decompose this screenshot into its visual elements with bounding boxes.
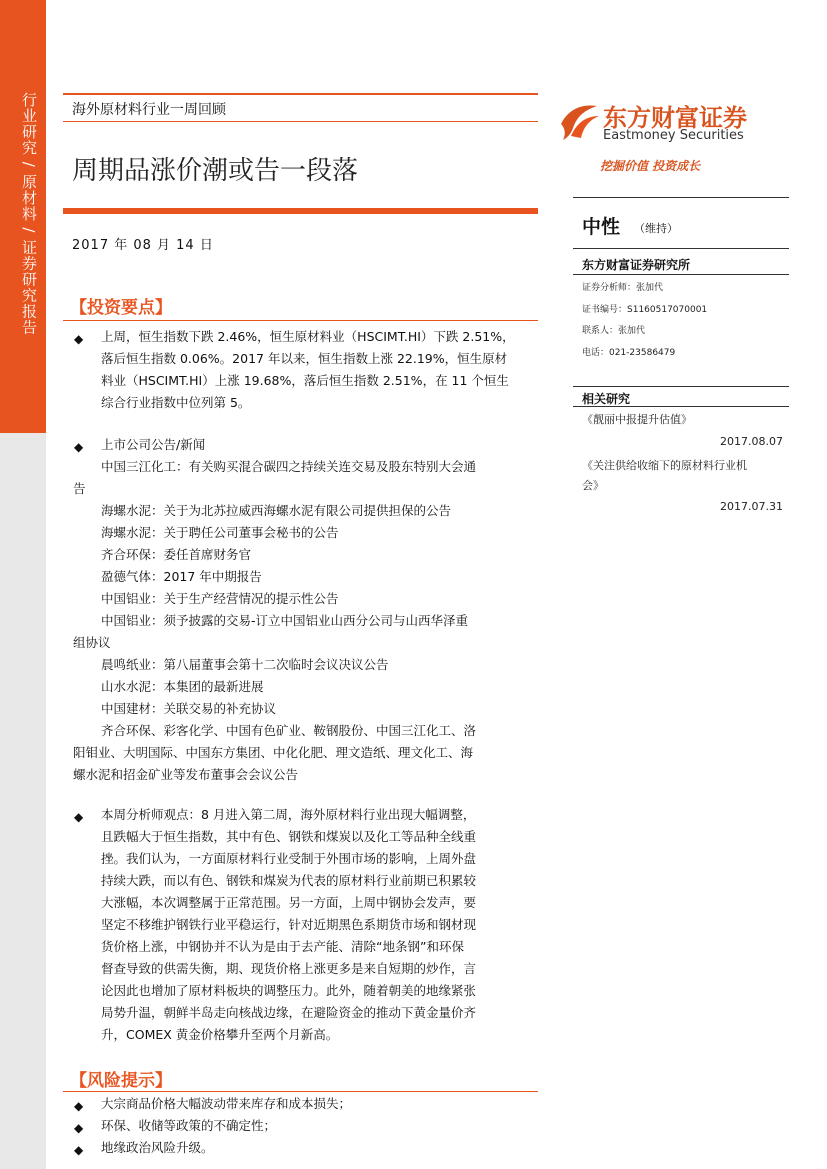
- diamond-bullet-icon: ◆: [74, 810, 84, 824]
- related-date: 2017.07.31: [720, 500, 783, 513]
- invest-heading: 【投资要点】: [70, 298, 172, 318]
- risk-item: 环保、收储等政策的不确定性；: [101, 1118, 277, 1133]
- license: 证书编号：S1160517070001: [582, 305, 708, 315]
- report-sector: 海外原材料行业一周回顾: [72, 102, 226, 118]
- left-sidebar: [0, 0, 46, 1169]
- announcements: 上市公司公告/新闻 中国三江化工：有关购买混合碳四之持续关连交易及股东特别大会通 告 海螺水泥：关于为北苏拉威西海螺水泥有限公司提供担保的公告 海螺水泥：关于聘任公司董事会秘书的公告 齐合环保：委任首席财务官 盈德气体：2017 年中期报告 中国铝业：关于生产经营情况的提示性公告 中国铝业：须予披露的交易-订立中国铝业山西分公司与山西华泽重 组协议 晨鸣纸业：第八届董事会第十二次临时会议决议公告 山水水泥：本集团的最新进展 中国建材：关联交易的补充协议 齐合环保、彩客化学、中国有色矿业、鞍钢股份、中国三江化工、洛 阳钼业、大明国际、中国东方集团、中化化肥、理文造纸、理文化工、海 螺水泥和招金矿业等发布董事会会议公告: [73, 437, 477, 782]
- diamond-bullet-icon: ◆: [74, 332, 84, 346]
- diamond-bullet-icon: ◆: [74, 1121, 84, 1135]
- risk-item: 地缘政治风险升级。: [101, 1140, 214, 1155]
- right-divider: [573, 406, 789, 407]
- right-divider: [573, 274, 789, 275]
- right-divider: [573, 248, 789, 249]
- index-summary: 上周，恒生指数下跌 2.46%，恒生原材料业（HSCIMT.HI）下跌 2.51%， 落后恒生指数 0.06%。2017 年以来，恒生指数上涨 22.19%，恒生原材 料业（HSCIMT.HI）上涨 19.68%，落后恒生指数 2.51%，在 11 个恒生 综合行业指数中位列第 5。: [101, 329, 515, 410]
- analyst-view: 本周分析师观点：8 月进入第二周，海外原材料行业出现大幅调整， 且跌幅大于恒生指数，其中有色、钢铁和煤炭以及化工等品种全线重 挫。我们认为，一方面原材料行业受制于外围市场的影响，上周外盘 持续大跌，而以有色、钢铁和煤炭为代表的原材料行业前期已积累较 大涨幅，本次调整属于正常范围。另一方面，上周中钢协会发声，要 坚定不移维护钢铁行业平稳运行，针对近期黑色系期货市场和钢材现 货价格上涨，中钢协并不认为是由于去产能、清除“地条钢”和环保 督查导致的供需失衡，期、现货价格上涨更多是来自短期的炒作，言 论因此也增加了原材料板块的调整压力。此外，随着朝美的地缘紧张 局势升温，朝鲜半岛走向核战边缘，在避险资金的推动下黄金量价齐 升，COMEX 黄金价格攀升至两个月新高。: [101, 807, 477, 1042]
- brand-slogan: 挖掘价值 投资成长: [600, 159, 701, 173]
- related-item[interactable]: 《靓丽中报提升估值》: [582, 413, 692, 426]
- institute-name: 东方财富证券研究所: [582, 258, 691, 272]
- header-rule-top: [63, 93, 538, 95]
- right-divider: [573, 197, 789, 198]
- phone: 电话：021-23586479: [582, 348, 676, 358]
- header-rule-bottom: [63, 121, 538, 122]
- invest-underline: [63, 320, 538, 321]
- related-date: 2017.08.07: [720, 435, 783, 448]
- report-date: 2017 年 08 月 14 日: [72, 238, 214, 253]
- analyst: 证券分析师：张加代: [582, 283, 664, 293]
- rating-sub: （维持）: [634, 222, 678, 235]
- title-bar: [63, 208, 538, 214]
- risk-heading: 【风险提示】: [70, 1071, 172, 1091]
- brand-logo-icon: [557, 98, 601, 142]
- risk-underline: [63, 1091, 538, 1092]
- diamond-bullet-icon: ◆: [74, 440, 84, 454]
- diamond-bullet-icon: ◆: [74, 1099, 84, 1113]
- contact: 联系人：张加代: [582, 326, 646, 336]
- brand-name-en: Eastmoney Securities: [603, 128, 744, 143]
- risk-item: 大宗商品价格大幅波动带来库存和成本损失；: [101, 1096, 352, 1111]
- brand-name-cn: 东方财富证券: [603, 103, 747, 132]
- related-heading: 相关研究: [582, 392, 631, 406]
- sidebar-category: 行业研究 / 原材料 / 证券研究报告: [20, 92, 38, 336]
- related-item[interactable]: 《关注供给收缩下的原材料行业机: [582, 459, 747, 472]
- diamond-bullet-icon: ◆: [74, 1143, 84, 1157]
- rating-value: 中性: [582, 216, 621, 238]
- related-item-cont[interactable]: 会》: [582, 479, 604, 492]
- right-divider: [573, 386, 789, 387]
- report-title: 周期品涨价潮或告一段落: [72, 156, 359, 186]
